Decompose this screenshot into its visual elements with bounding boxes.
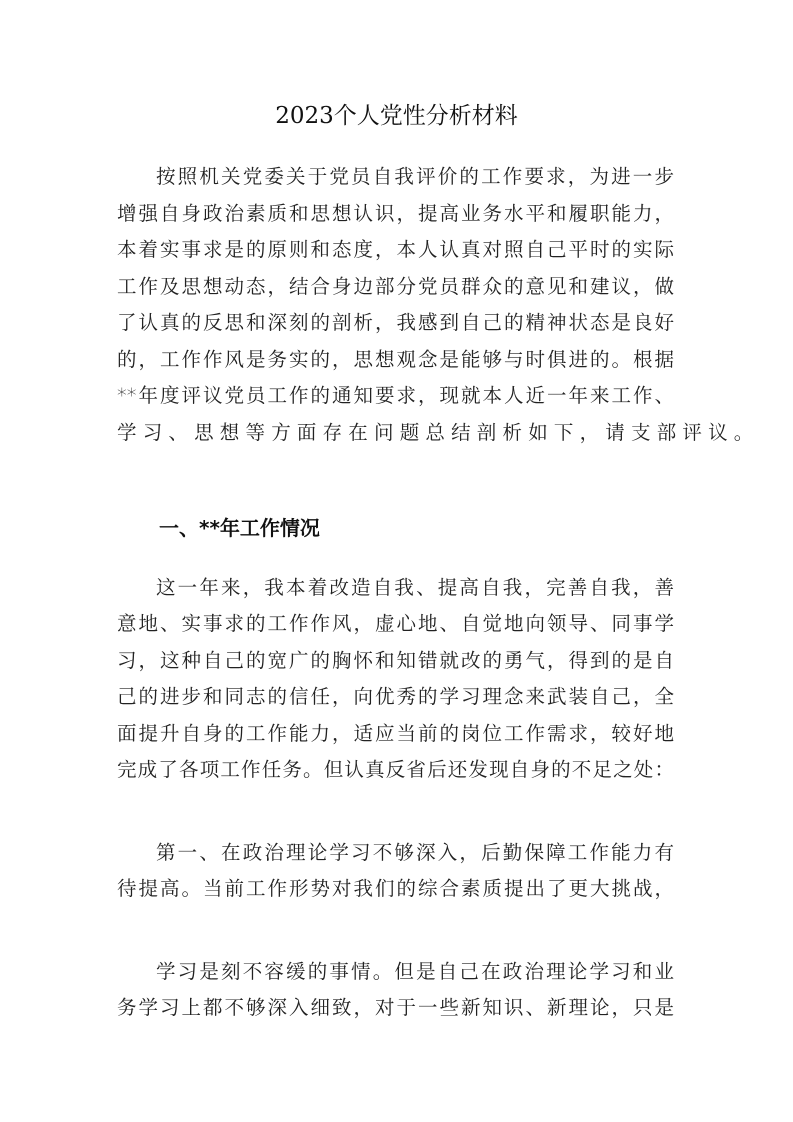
paragraph-line: 这一年来，我本着改造自我、提高自我，完善自我，善 [156, 576, 674, 599]
document-title: 2023个人党性分析材料 [275, 103, 518, 129]
paragraph-line: 完成了各项工作任务。但认真反省后还发现自身的不足之处： [117, 758, 674, 781]
paragraph-line: 务学习上都不够深入细致，对于一些新知识、新理论，只是 [117, 996, 674, 1019]
paragraph-line: 了认真的反思和深刻的剖析，我感到自己的精神状态是良好 [117, 311, 674, 334]
paragraph-line: 按照机关党委关于党员自我评价的工作要求，为进一步 [156, 165, 674, 188]
paragraph-line: 待提高。当前工作形势对我们的综合素质提出了更大挑战， [117, 877, 674, 900]
paragraph-line: 工作及思想动态，结合身边部分党员群众的意见和建议，做 [117, 275, 674, 298]
paragraph-line: 第一、在政治理论学习不够深入，后勤保障工作能力有 [156, 841, 674, 864]
paragraph-line: **年度评议党员工作的通知要求，现就本人近一年来工作、 [117, 384, 674, 407]
paragraph-line: 习，这种自己的宽广的胸怀和知错就改的勇气，得到的是自 [117, 649, 674, 672]
paragraph-line: 面提升自身的工作能力，适应当前的岗位工作需求，较好地 [117, 722, 674, 745]
paragraph-line: 意地、实事求的工作作风，虚心地、自觉地向领导、同事学 [117, 612, 674, 635]
paragraph-line: 学习是刻不容缓的事情。但是自己在政治理论学习和业 [156, 960, 674, 983]
paragraph-line: 己的进步和同志的信任，向优秀的学习理念来武装自己，全 [117, 685, 674, 708]
paragraph-line: 学习、思想等方面存在问题总结剖析如下，请支部评议。 [117, 421, 760, 444]
paragraph-line: 增强自身政治素质和思想认识，提高业务水平和履职能力， [117, 202, 674, 225]
paragraph-line: 的，工作作风是务实的，思想观念是能够与时俱进的。根据 [117, 348, 674, 371]
paragraph-line: 本着实事求是的原则和态度，本人认真对照自己平时的实际 [117, 238, 674, 261]
section-heading: 一、**年工作情况 [159, 516, 320, 540]
